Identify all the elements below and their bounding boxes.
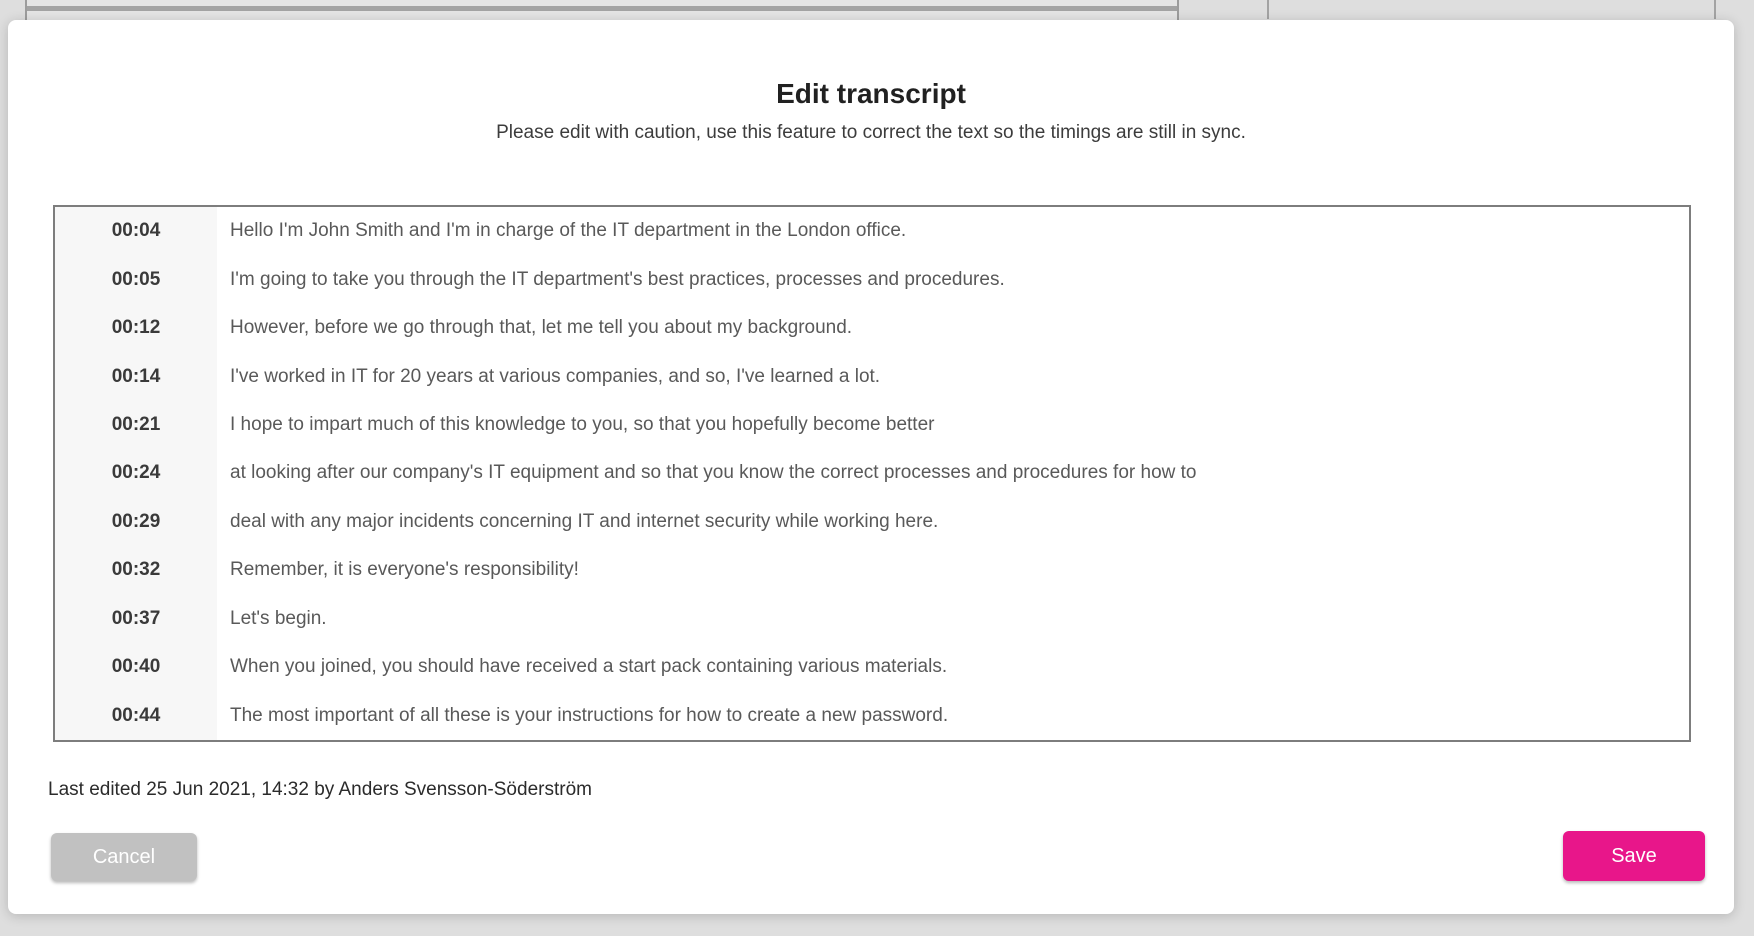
cue-text[interactable]: Remember, it is everyone's responsibility!	[230, 559, 579, 581]
transcript-row	[55, 255, 1689, 303]
cue-timestamp: 00:24	[55, 449, 217, 497]
dialog-subtitle: Please edit with caution, use this feature to correct the text so the timings are still in sync.	[496, 122, 1246, 143]
cue-text[interactable]: I hope to impart much of this knowledge to you, so that you hopefully become better	[230, 414, 935, 436]
cancel-button[interactable]: Cancel	[51, 833, 197, 881]
cue-timestamp: 00:44	[55, 692, 217, 740]
cue-timestamp: 00:32	[55, 546, 217, 594]
cue-text[interactable]: deal with any major incidents concerning IT and internet security while working here.	[230, 510, 939, 532]
dialog-title: Edit transcript	[776, 78, 966, 109]
transcript-row	[55, 401, 1689, 449]
transcript-table	[53, 205, 1691, 742]
background-table-header	[25, 0, 1179, 22]
transcript-row	[55, 449, 1689, 497]
transcript-row	[55, 304, 1689, 352]
transcript-row	[55, 546, 1689, 594]
cue-text[interactable]: The most important of all these is your instructions for how to create a new password.	[230, 704, 949, 726]
transcript-row	[55, 692, 1689, 740]
cue-timestamp: 00:12	[55, 304, 217, 352]
cue-text[interactable]: Let's begin.	[230, 607, 327, 629]
cue-timestamp: 00:40	[55, 643, 217, 691]
cue-timestamp: 00:14	[55, 352, 217, 400]
save-button[interactable]: Save	[1563, 831, 1705, 881]
cue-timestamp: 00:37	[55, 595, 217, 643]
transcript-row	[55, 643, 1689, 691]
background-column-divider	[1267, 0, 1269, 19]
background-table-border	[27, 6, 1177, 11]
edit-transcript-dialog	[8, 20, 1734, 914]
cue-text[interactable]: at looking after our company's IT equipment and so that you know the correct processes and procedures for how to	[230, 462, 1197, 484]
cue-text[interactable]: Hello I'm John Smith and I'm in charge of the IT department in the London office.	[230, 220, 907, 242]
transcript-row	[55, 352, 1689, 400]
cue-text[interactable]: I'm going to take you through the IT department's best practices, processes and procedures.	[230, 268, 1005, 290]
cue-text[interactable]: When you joined, you should have received a start pack containing various materials.	[230, 656, 948, 678]
transcript-row	[55, 207, 1689, 255]
transcript-row	[55, 498, 1689, 546]
last-edited-text: Last edited 25 Jun 2021, 14:32 by Anders Svensson-Söderström	[48, 779, 592, 800]
cue-text[interactable]: I've worked in IT for 20 years at various companies, and so, I've learned a lot.	[230, 365, 881, 387]
cue-text[interactable]: However, before we go through that, let me tell you about my background.	[230, 317, 853, 339]
cue-timestamp: 00:21	[55, 401, 217, 449]
transcript-row	[55, 595, 1689, 643]
cue-timestamp: 00:29	[55, 498, 217, 546]
background-column-divider	[1714, 0, 1716, 19]
cue-timestamp: 00:05	[55, 255, 217, 303]
cue-timestamp: 00:04	[55, 207, 217, 255]
